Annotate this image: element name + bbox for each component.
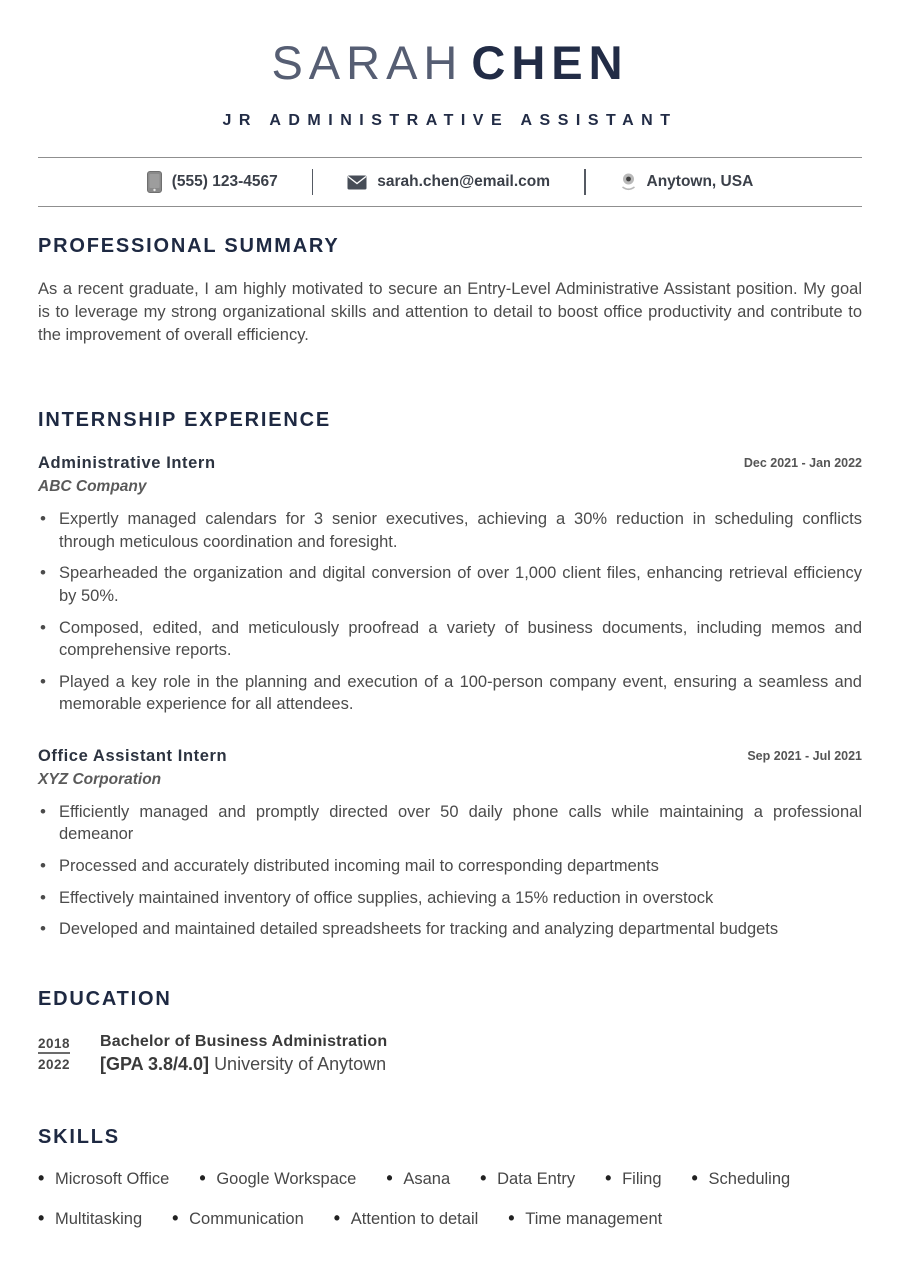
candidate-name (38, 38, 862, 87)
experience-heading: INTERNSHIP EXPERIENCE (38, 409, 332, 432)
job-bullet: • Efficiently managed and promptly directed over 50 daily phone calls while maintaining a professional demeanor (38, 801, 862, 846)
last-name: CHEN (471, 36, 629, 89)
job-title: Administrative Intern (38, 454, 216, 473)
contact-separator (584, 169, 586, 195)
skills-list (38, 1170, 828, 1229)
education-degree: Bachelor of Business Administration (100, 1032, 388, 1050)
skills-heading: SKILLS (38, 1125, 120, 1148)
job-entry (38, 454, 862, 716)
skill-item: • Microsoft Office (38, 1170, 169, 1189)
job-bullet: • Spearheaded the organization and digital conversion of over 1,000 client files, enhancing retrieval efficiency by 50%. (38, 562, 862, 607)
education-gpa: [GPA 3.8/4.0] (100, 1053, 210, 1074)
job-bullet: • Effectively maintained inventory of office supplies, achieving a 15% reduction in overstock (38, 887, 862, 910)
job-bullet-list (38, 801, 862, 941)
location-icon (620, 172, 637, 193)
job-bullet: • Processed and accurately distributed incoming mail to corresponding departments (38, 855, 862, 878)
contact-separator (312, 169, 314, 195)
skill-item: • Attention to detail (334, 1210, 479, 1229)
summary-heading: PROFESSIONAL SUMMARY (38, 235, 340, 258)
education-end-year: 2022 (38, 1056, 71, 1072)
job-entry (38, 747, 862, 941)
education-school-line (100, 1054, 387, 1075)
location-text: Anytown, USA (646, 173, 754, 191)
job-header (38, 747, 862, 789)
job-company: ABC Company (38, 478, 147, 496)
skill-item: • Multitasking (38, 1210, 142, 1229)
education-years (38, 1033, 86, 1072)
resume-header (38, 38, 862, 130)
job-dates: Dec 2021 - Jan 2022 (743, 456, 862, 471)
contact-bar (38, 157, 862, 207)
education-detail (86, 1033, 387, 1075)
skill-item: • Google Workspace (199, 1170, 356, 1189)
contact-email (347, 173, 550, 191)
email-icon (347, 175, 367, 190)
job-dates: Sep 2021 - Jul 2021 (747, 748, 862, 763)
summary-text: As a recent graduate, I am highly motivated to secure an Entry-Level Administrative Assistant position. My goal is to leverage my strong organizational skills and attention to detail to boost office productivity and contribute to the improvement of overall efficiency. (38, 280, 862, 344)
job-header (38, 454, 862, 496)
job-company: XYZ Corporation (38, 770, 162, 788)
job-bullet: • Developed and maintained detailed spreadsheets for tracking and analyzing departmental budgets (38, 918, 862, 941)
education-entry (38, 1033, 862, 1075)
job-bullet-list (38, 508, 862, 716)
skill-item: • Scheduling (692, 1170, 791, 1189)
skill-item: • Filing (605, 1170, 661, 1189)
candidate-job-title: JR ADMINISTRATIVE ASSISTANT (222, 112, 678, 130)
phone-icon (147, 171, 162, 193)
job-bullet: • Composed, edited, and meticulously proofread a variety of business documents, including memos and comprehensive reports. (38, 617, 862, 662)
phone-number: (555) 123-4567 (171, 173, 278, 191)
contact-phone (147, 171, 278, 193)
skill-item: • Data Entry (480, 1170, 575, 1189)
job-bullet: • Played a key role in the planning and execution of a 100-person company event, ensuring a seamless and memorable experience for all attendees. (38, 671, 862, 716)
job-bullet: • Expertly managed calendars for 3 senior executives, achieving a 30% reduction in scheduling conflicts through meticulous coordination and foresight. (38, 508, 862, 553)
skill-item: • Communication (172, 1210, 304, 1229)
skill-item: • Asana (386, 1170, 450, 1189)
first-name: SARAH (271, 36, 464, 89)
education-heading: EDUCATION (38, 987, 172, 1010)
skill-item: • Time management (508, 1210, 662, 1229)
education-school: University of Anytown (214, 1053, 387, 1074)
education-start-year: 2018 (38, 1036, 70, 1054)
contact-location (620, 172, 754, 193)
job-title: Office Assistant Intern (38, 746, 228, 765)
email-address: sarah.chen@email.com (377, 173, 550, 191)
